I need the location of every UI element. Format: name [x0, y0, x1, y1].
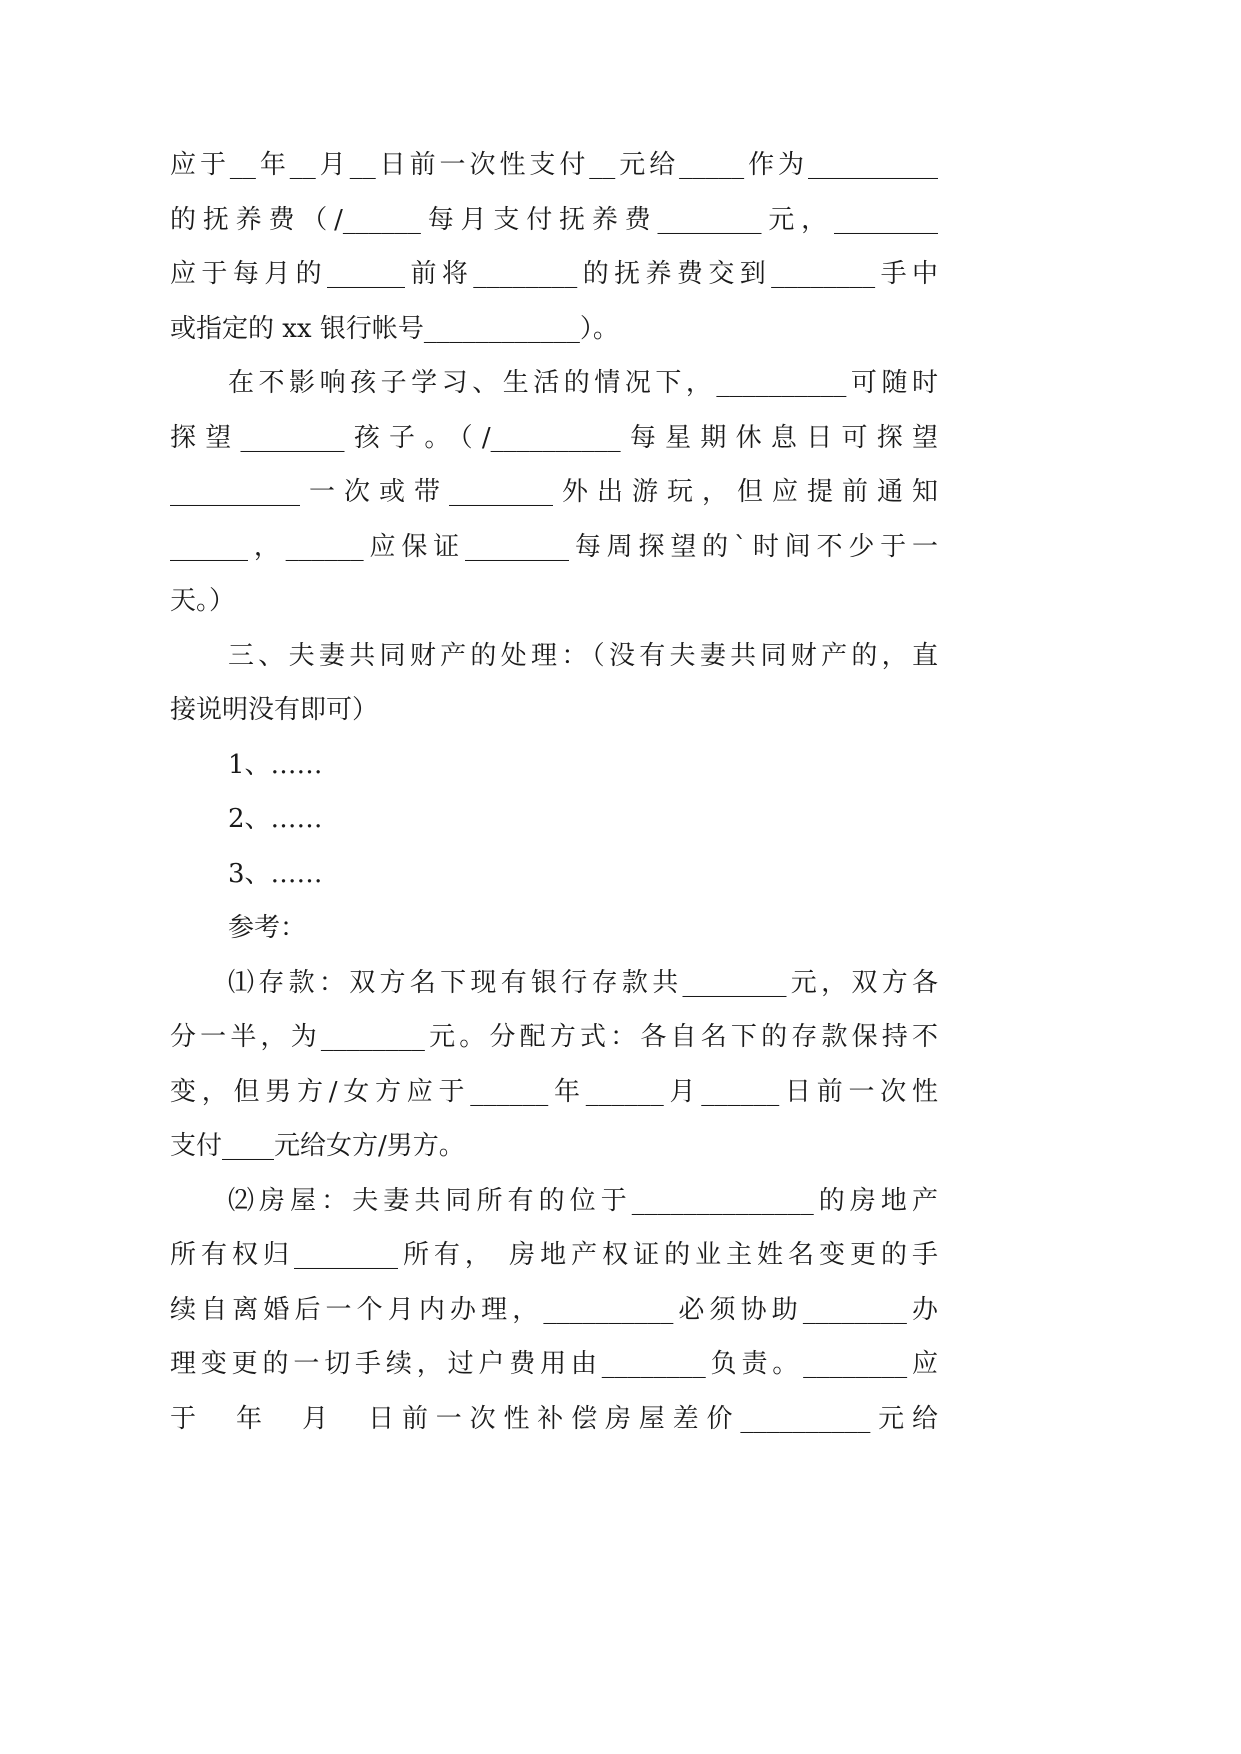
text-line: 理变更的一切手续，过户费用由________负责。________应: [170, 1349, 938, 1379]
text-line: 参考：: [228, 913, 307, 943]
text-line: 所有权归________所有， 房地产权证的业主姓名变更的手: [170, 1240, 938, 1270]
text-line: 应于每月的______前将________的抚养费交到________手中: [170, 259, 938, 289]
text-line: 2、……: [228, 804, 323, 834]
text-line: 的抚养费（/______每月支付抚养费________元，________: [170, 204, 938, 235]
text-line: ______，______应保证________每周探望的`时间不少于一: [170, 531, 938, 562]
text-line: 或指定的 xx 银行帐号____________）。: [170, 313, 619, 344]
text-line: 在不影响孩子学习、生活的情况下，__________可随时: [228, 368, 938, 398]
text-line: 探望________孩子。（/__________每星期休息日可探望: [170, 422, 938, 453]
text-line: 天。）: [170, 586, 236, 616]
text-line: 3、……: [228, 858, 323, 889]
text-line: 支付____元给女方/男方。: [170, 1131, 465, 1161]
text-line: 接说明没有即可）: [170, 695, 379, 725]
text-line: 变，但男方/女方应于______年______月______日前一次性: [170, 1076, 938, 1107]
text-line: __________一次或带________外出游玩，但应提前通知: [170, 477, 938, 507]
text-line: 于 年 月 日前一次性补偿房屋差价__________元给: [170, 1403, 938, 1434]
text-line: 分一半，为________元。分配方式：各自名下的存款保持不: [170, 1022, 938, 1052]
text-line: ⑴存款：双方名下现有银行存款共________元，双方各: [228, 967, 938, 998]
text-line: 1、……: [228, 749, 323, 780]
text-line: 三、夫妻共同财产的处理：（没有夫妻共同财产的，直: [228, 640, 938, 671]
text-line: ⑵房屋：夫妻共同所有的位于______________的房地产: [228, 1185, 938, 1216]
text-line: 应于__年__月__日前一次性支付__元给_____作为__________: [170, 150, 938, 180]
document-body: [170, 138, 938, 1446]
text-line: 续自离婚后一个月内办理，__________必须协助________办: [170, 1294, 938, 1325]
